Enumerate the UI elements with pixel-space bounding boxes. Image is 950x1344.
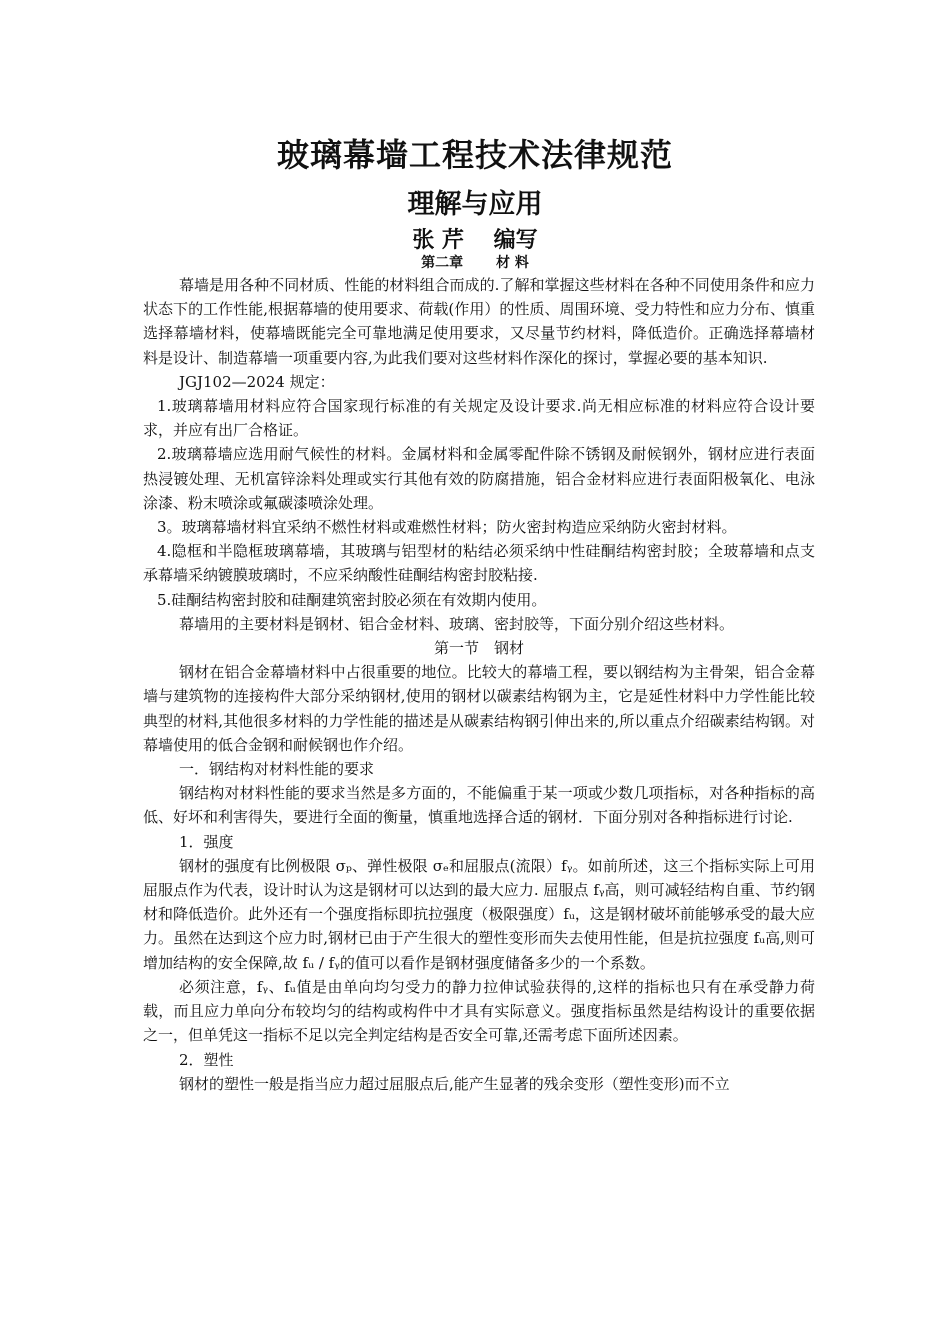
section-heading-steel: 第一节 钢材 <box>433 639 524 658</box>
item-heading-plasticity: 2．塑性 <box>179 1050 234 1069</box>
paragraph-steel-intro: 钢材在铝合金幕墙材料中占很重要的地位。比较大的幕墙工程，要以钢结构为主骨架，铝合金幕墙与建筑物的连接构件大部分采纳钢材,使用的钢材以碳素结构钢为主，它是延性材料中力学性能比较典型的材料,其他很多材料的力学性能的描述是从碳素结构钢引伸出来的,所以重点介绍碳素结构钢。对幕墙使用的低合金钢和耐候钢也作介绍。 <box>143 663 815 754</box>
document-subtitle: 理解与应用 <box>407 189 543 220</box>
chapter-heading: 第二章 材 料 <box>421 255 529 271</box>
paragraph-main-materials: 幕墙用的主要材料是钢材、铝合金材料、玻璃、密封胶等，下面分别介绍这些材料。 <box>179 614 735 633</box>
list-item-rule-4: 4.隐框和半隐框玻璃幕墙，其玻璃与铝型材的粘结必须采纳中性硅酮结构密封胶；全玻幕墙和点支承幕墙采纳镀膜玻璃时，不应采纳酸性硅酮结构密封胶粘接. <box>143 542 815 585</box>
paragraph-requirements: 钢结构对材料性能的要求当然是多方面的，不能偏重于某一项或少数几项指标，对各种指标的高低、好坏和利害得失，要进行全面的衡量，慎重地选择合适的钢材．下面分别对各种指标进行讨论. <box>143 784 815 827</box>
list-item-rule-3: 3。玻璃幕墙材料宜采纳不燃性材料或难燃性材料；防火密封构造应采纳防火密封材料。 <box>157 518 737 537</box>
paragraph-intro: 幕墙是用各种不同材质、性能的材料组合而成的.了解和掌握这些材料在各种不同使用条件和应力状态下的工作性能,根据幕墙的使用要求、荷载(作用）的性质、周围环境、受力特性和应力分布、慎重选择幕墙材料，使幕墙既能完全可靠地满足使用要求，又尽量节约材料，降低造价。正确选择幕墙材料是设计、制造幕墙一项重要内容,为此我们要对这些材料作深化的探讨，掌握必要的基本知识. <box>143 276 815 367</box>
item-heading-strength: 1．强度 <box>179 832 234 851</box>
list-item-rule-2: 2.玻璃幕墙应选用耐气候性的材料。金属材料和金属零配件除不锈钢及耐候钢外，钢材应进行表面热浸镀处理、无机富锌涂料处理或实行其他有效的防腐措施，铝合金材料应进行表面阳极氧化、电泳涂漆、粉末喷涂或氟碳漆喷涂处理。 <box>143 445 815 512</box>
list-item-rule-1: 1.玻璃幕墙用材料应符合国家现行标准的有关规定及设计要求.尚无相应标准的材料应符合设计要求，并应有出厂合格证。 <box>143 397 815 440</box>
document-body <box>143 273 815 1096</box>
paragraph-strength-note: 必须注意，fᵧ、fᵤ值是由单向均匀受力的静力拉伸试验获得的,这样的指标也只有在承受静力荷载，而且应力单向分布较均匀的结构或构件中才具有实际意义。强度指标虽然是结构设计的重要依据之一，但单凭这一指标不足以完全判定结构是否安全可靠,还需考虑下面所述因素。 <box>143 977 815 1045</box>
document-author: 张 芹 编写 <box>412 228 538 253</box>
list-item-rule-5: 5.硅酮结构密封胶和硅酮建筑密封胶必须在有效期内使用。 <box>157 590 547 609</box>
document-title: 玻璃幕墙工程技术法律规范 <box>276 136 673 174</box>
paragraph-strength: 钢材的强度有比例极限 σₚ、弹性极限 σₑ和屈服点(流限）fᵧ。如前所述，这三个指标实际上可用屈服点作为代表，设计时认为这是钢材可以达到的最大应力. 屈服点 fᵧ高，则可减轻结构自重、节约钢材和降低造价。此外还有一个强度指标即抗拉强度（极限强度）fᵤ，这是钢材破坏前能够承受的最大应力。虽然在达到这个应力时,钢材已由于产生很大的塑性变形而失去使用性能，但是抗拉强度 fᵤ高,则可增加结构的安全保障,故 fᵤ / fᵧ的值可以看作是钢材强度储备多少的一个系数。 <box>143 856 815 972</box>
paragraph-plasticity: 钢材的塑性一般是指当应力超过屈服点后,能产生显著的残余变形（塑性变形)而不立 <box>179 1074 730 1093</box>
subsection-heading-requirements: 一．钢结构对材料性能的要求 <box>179 760 375 779</box>
paragraph-standard-ref: JGJ102—2024 规定： <box>179 372 335 391</box>
